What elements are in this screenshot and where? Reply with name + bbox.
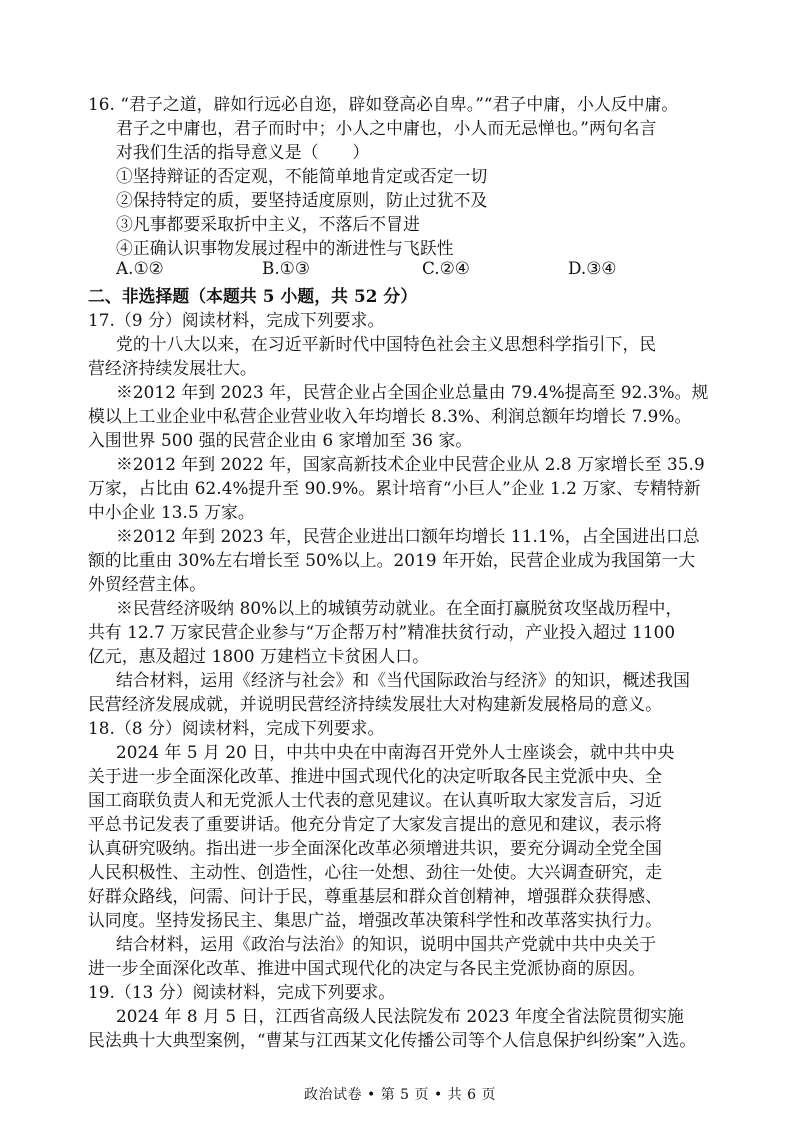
q19-line: 2024 年 8 月 5 日，江西省高级人民法院发布 2023 年度全省法院贯彻实施 bbox=[116, 1006, 684, 1026]
q17-line: 入围世界 500 强的民营企业由 6 家增加至 36 家。 bbox=[88, 430, 473, 450]
q16-option-c: C.②④ bbox=[422, 258, 470, 278]
q18-line: 关于进一步全面深化改革、推进中国式现代化的决定听取各民主党派中央、全 bbox=[88, 766, 662, 786]
q17-line: 共有 12.7 万家民营企业参与“万企帮万村”精准扶贫行动，产业投入超过 1100 bbox=[88, 622, 676, 642]
q16-option-a: A.①② bbox=[116, 258, 164, 278]
q17-line: 模以上工业企业中私营企业营业收入年均增长 8.3%、利润总额年均增长 7.9%。 bbox=[88, 406, 692, 426]
q16-line-2: 君子之中庸也，君子而时中；小人之中庸也，小人而无忌惮也。”两句名言 bbox=[116, 118, 657, 138]
q17-line: ※民营经济吸纳 80%以上的城镇劳动就业。在全面打赢脱贫攻坚战历程中， bbox=[116, 598, 683, 618]
q17-title: 17.（9 分）阅读材料，完成下列要求。 bbox=[88, 310, 385, 330]
q17-line: 中小企业 13.5 万家。 bbox=[88, 502, 255, 522]
q16-item-1: ①坚持辩证的否定观，不能简单地肯定或否定一切 bbox=[116, 166, 488, 186]
q17-line: 外贸经营主体。 bbox=[88, 574, 207, 594]
page-footer: 政治试卷 • 第 5 页 • 共 6 页 bbox=[304, 1087, 496, 1103]
q17-line: ※2012 年到 2022 年，国家高新技术企业中民营企业从 2.8 万家增长至 35.9 bbox=[116, 454, 705, 474]
q17-line: 党的十八大以来，在习近平新时代中国特色社会主义思想科学指引下，民 bbox=[116, 334, 657, 354]
q16-item-2: ②保持特定的质，要坚持适度原则，防止过犹不及 bbox=[116, 190, 488, 210]
q17-task: 结合材料，运用《经济与社会》和《当代国际政治与经济》的知识，概述我国 bbox=[116, 670, 690, 690]
q18-line: 好群众路线，问需、问计于民，尊重基层和群众首创精神，增强群众获得感、 bbox=[88, 886, 662, 906]
q16-line-1: 16. “君子之道，辟如行远必自迩，辟如登高必自卑。”“君子中庸，小人反中庸。 bbox=[88, 94, 679, 114]
q17-line: ※2012 年到 2023 年，民营企业占全国企业总量由 79.4%提高至 92.3%。规 bbox=[116, 382, 709, 402]
q18-line: 2024 年 5 月 20 日，中共中央在中南海召开党外人士座谈会，就中共中央 bbox=[116, 742, 675, 762]
q18-line: 国工商联负责人和无党派人士代表的意见建议。在认真听取大家发言后，习近 bbox=[88, 790, 662, 810]
q16-option-b: B.①③ bbox=[262, 258, 310, 278]
q16-line-3: 对我们生活的指导意义是（ ） bbox=[116, 142, 370, 162]
q19-line: 民法典十大典型案例，“曹某与江西某文化传播公司等个人信息保护纠纷案”入选。 bbox=[88, 1030, 697, 1050]
q16-item-4: ④正确认识事物发展过程中的渐进性与飞跃性 bbox=[116, 238, 454, 258]
q18-line: 认真研究吸纳。指出进一步全面深化改革必须增进共识，要充分调动全党全国 bbox=[88, 838, 662, 858]
q18-line: 认同度。坚持发扬民主、集思广益，增强改革决策科学性和改革落实执行力。 bbox=[88, 910, 662, 930]
q16-item-3: ③凡事都要采取折中主义，不落后不冒进 bbox=[116, 214, 420, 234]
q16-options bbox=[116, 256, 736, 280]
q18-line: 人民积极性、主动性、创造性，心往一处想、劲往一处使。大兴调查研究，走 bbox=[88, 862, 662, 882]
q17-line: ※2012 年到 2023 年，民营企业进出口额年均增长 11.1%，占全国进出口总 bbox=[116, 526, 700, 546]
q18-task: 结合材料，运用《政治与法治》的知识，说明中国共产党就中共中央关于 bbox=[116, 934, 657, 954]
q17-line: 营经济持续发展壮大。 bbox=[88, 358, 257, 378]
q17-line: 亿元，惠及超过 1800 万建档立卡贫困人口。 bbox=[88, 646, 429, 666]
q18-line: 平总书记发表了重要讲话。他充分肯定了大家发言提出的意见和建议，表示将 bbox=[88, 814, 662, 834]
q17-task: 民营经济发展成就，并说明民营经济持续发展壮大对构建新发展格局的意义。 bbox=[88, 694, 662, 714]
q17-line: 额的比重由 30%左右增长至 50%以上。2019 年开始，民营企业成为我国第一大 bbox=[88, 550, 696, 570]
q19-title: 19.（13 分）阅读材料，完成下列要求。 bbox=[88, 982, 396, 1002]
q18-title: 18.（8 分）阅读材料，完成下列要求。 bbox=[88, 718, 385, 738]
section-2-heading: 二、非选择题（本题共 5 小题，共 52 分） bbox=[88, 286, 418, 306]
q17-line: 万家，占比由 62.4%提升至 90.9%。累计培育“小巨人”企业 1.2 万家、专精特新 bbox=[88, 478, 701, 498]
q16-option-d: D.③④ bbox=[568, 258, 617, 278]
q18-task: 进一步全面深化改革、推进中国式现代化的决定与各民主党派协商的原因。 bbox=[88, 958, 646, 978]
